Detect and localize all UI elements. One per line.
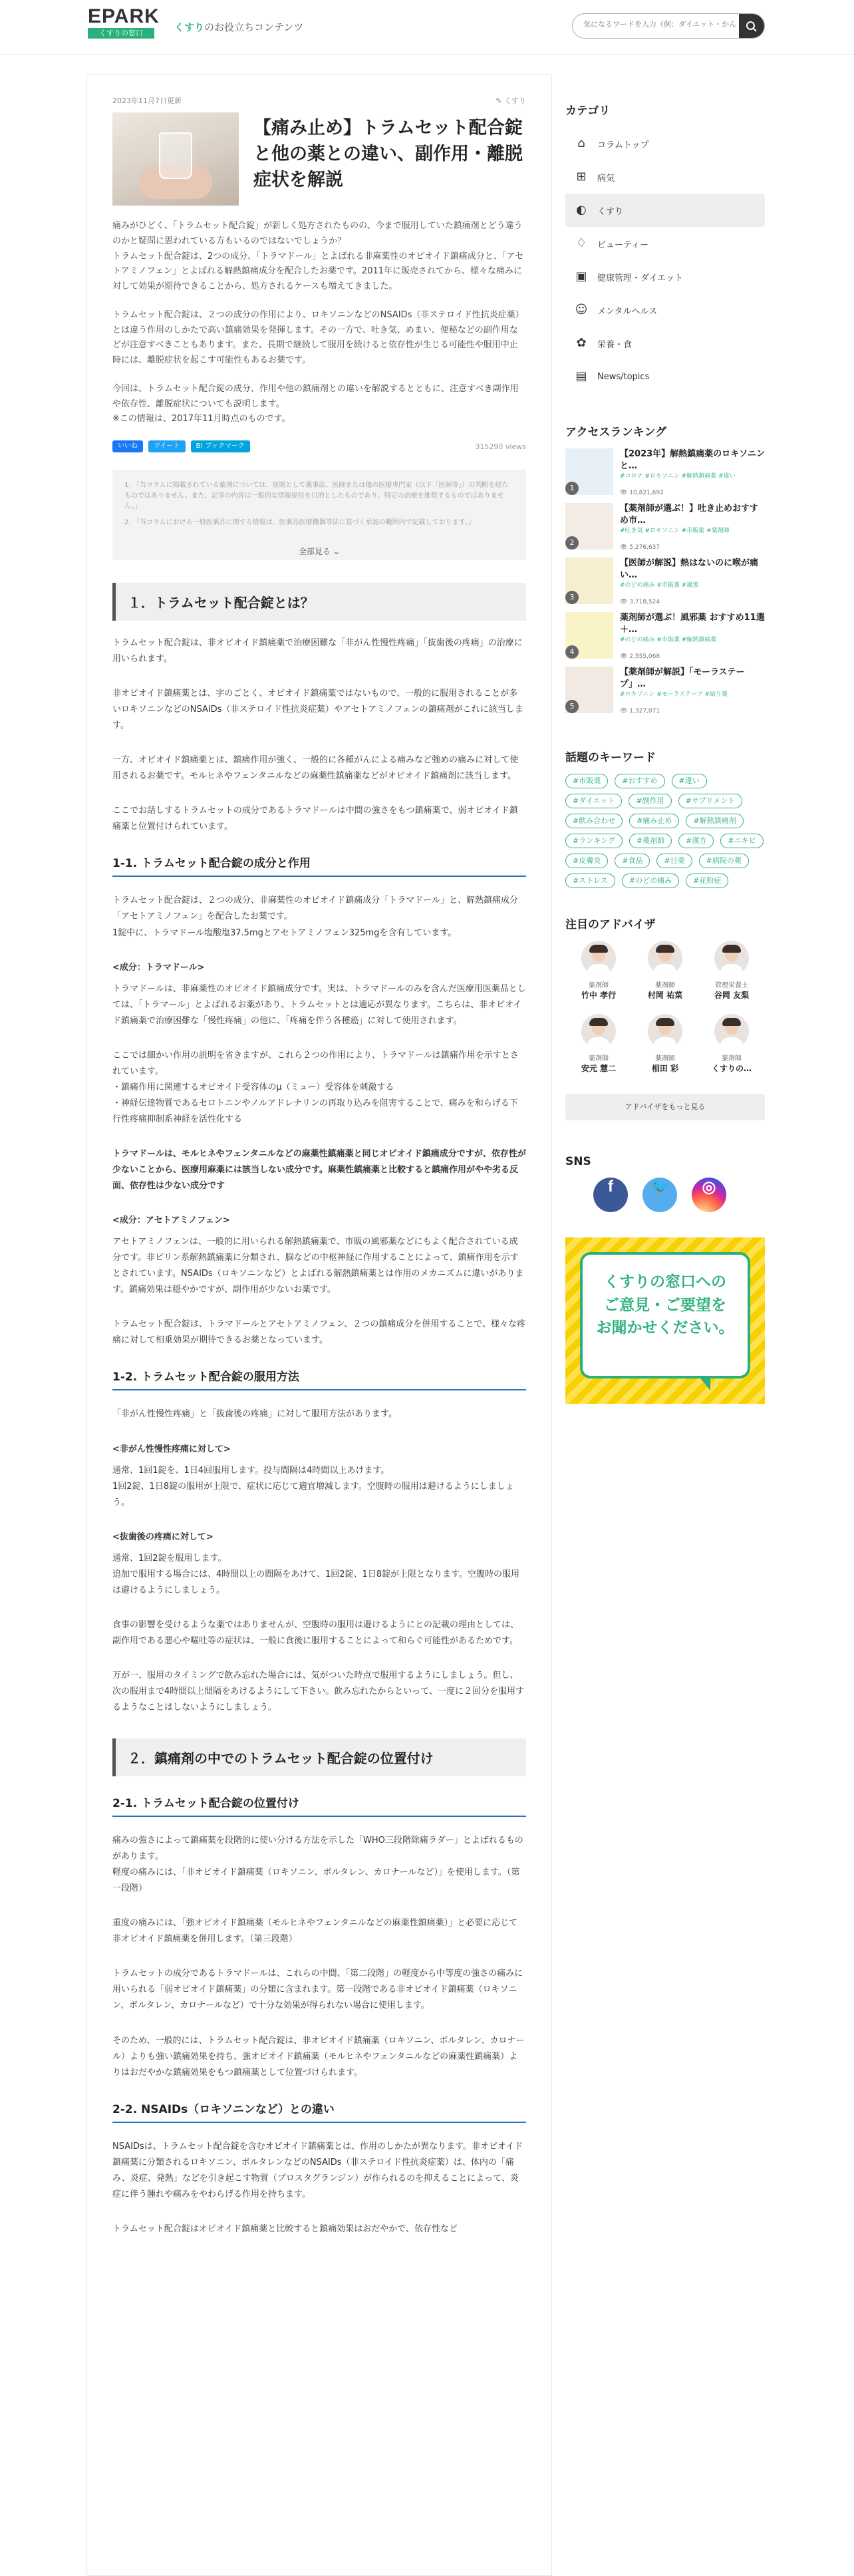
advisor-role: 薬剤師 bbox=[655, 982, 675, 989]
advisor-heading: 注目のアドバイザ bbox=[565, 918, 656, 931]
advisor-name: くすりの… bbox=[711, 1064, 752, 1073]
twitter-link[interactable] bbox=[642, 1178, 677, 1212]
advisor-role: 管理栄養士 bbox=[715, 982, 748, 989]
advisor-role: 薬剤師 bbox=[722, 1055, 742, 1062]
paragraph: そのため、一般的には、トラムセット配合錠は、非オピオイド鎮痛薬（ロキソニン、ボルタレン、カロナール）よりも強い鎮痛効果を持ち、強オピオイド鎮痛薬（モルヒネやフェンタニルなどの麻薬性鎮痛薬）よりはおだやかな鎮痛効果をもつ鎮痛薬として位置づけられます。 bbox=[112, 2035, 525, 2078]
paragraph: 万が一、服用のタイミングで飲み忘れた場合には、気がついた時点で服用するようにしましょう。但し、次の服用まで4時間以上間隔をあけるようにして下さい。飲み忘れたからといって、一度に２回分を服用するようなことはしないようにしましょう。 bbox=[112, 1670, 525, 1713]
paragraph: 痛みの強さによって鎮痛薬を段階的に使い分ける方法を示した「WHO三段階除痛ラダー」とよばれるものがあります。 軽度の痛みには、「非オピオイド鎮痛薬（ロキソニン、ボルタレン、カロナールなど）」を使用します。（第一段階） bbox=[112, 1836, 523, 1894]
paragraph-heading: <成分：アセトアミノフェン> bbox=[112, 1215, 230, 1226]
article-title: 【痛み止め】トラムセット配合錠と他の薬との違い、副作用・離脱症状を解説 bbox=[253, 118, 523, 191]
search-icon bbox=[746, 21, 758, 33]
ranking-title: 【2023年】解熱鎮痛薬のロキソニンと… bbox=[620, 449, 765, 472]
chevron-down-icon: ⌄ bbox=[333, 547, 340, 556]
ranking-title: 【医師が解説】熱はないのに喉が痛い… bbox=[620, 558, 759, 581]
paragraph: トラムセット配合錠は、非オピオイド鎮痛薬で治療困難な「非がん性慢性疼痛」「抜歯後の疼痛」の治療に用いられます。 bbox=[112, 638, 523, 665]
paragraph: 重度の痛みには、「強オピオイド鎮痛薬（モルヒネやフェンタニルなどの麻薬性鎮痛薬）」と必要に応じて非オピオイド鎮痛薬を併用します。（第三段階） bbox=[112, 1918, 518, 1945]
sidebar-item-beauty[interactable]: ♢ ビューティー bbox=[575, 236, 648, 250]
home-icon: ⌂ bbox=[577, 136, 585, 150]
keyword-heading: 話題のキーワード bbox=[565, 751, 656, 764]
keyword-tag[interactable]: #目薬 bbox=[656, 854, 692, 868]
paragraph-heading: <非がん性慢性疼痛に対して> bbox=[112, 1444, 231, 1454]
instagram-link[interactable] bbox=[692, 1178, 726, 1212]
ranking-heading: アクセスランキング bbox=[565, 426, 666, 439]
paragraph: 「非がん性慢性疼痛」と「抜歯後の疼痛」に対して服用方法があります。 bbox=[112, 1409, 397, 1420]
advisor-role: 薬剤師 bbox=[589, 1055, 609, 1062]
article-intro bbox=[112, 219, 526, 427]
category-label[interactable]: ✎ くすり bbox=[496, 96, 526, 105]
advisor-card[interactable] bbox=[565, 941, 632, 1014]
keyword-tag[interactable]: #市販薬 bbox=[565, 774, 608, 788]
logo-subtitle: くすりの窓口 bbox=[88, 28, 154, 39]
disclaimer-box bbox=[112, 470, 526, 560]
ranking-tags: #コロナ #ロキソニン #解熱鎮痛薬 #違い bbox=[620, 473, 736, 480]
pill-icon: ◐ bbox=[576, 203, 587, 217]
advisor-list bbox=[565, 941, 765, 1087]
search-input[interactable] bbox=[583, 20, 736, 29]
mental-icon: ☺ bbox=[575, 303, 588, 317]
ranking-thumbnail bbox=[565, 448, 613, 495]
paragraph: トラムセット配合錠はオピオイド鎮痛薬と比較すると鎮痛効果はおだやかで、依存性など bbox=[112, 2223, 458, 2234]
intro-paragraph: 痛みがひどく、「トラムセット配合錠」が新しく処方されたものの、今まで服用していた鎮痛剤とどう違うのかと疑問に思われている方もいるのではないでしょうか？ トラムセット配合錠は、2つの成分、「トラマドール」とよばれる非麻薬性のオピオイド鎮痛成分と、「アセトアミノフェン」とよばれる解熱鎮痛成分を配合したお薬です。2011年に販売されてから、様々な痛みに対して効果が期待できることから、処方されるケースも増えてきました。 bbox=[112, 221, 524, 291]
search-button[interactable] bbox=[739, 14, 764, 39]
ranking-list bbox=[565, 448, 765, 721]
disclaimer-text: 1. 「当コラムに掲載されている薬剤については、原則として薬事法、医師または他の医療専門家（以下「医師等」）の判断を経たものではありません。また、記事の内容は一般的な情報提供を目的としたものであり、特定の治療を推奨するものではありません。」 bbox=[124, 482, 509, 510]
keyword-tag[interactable]: #食品 bbox=[615, 854, 650, 868]
keyword-tag[interactable]: #飲み合わせ bbox=[565, 814, 623, 828]
site-name-green: くすり bbox=[174, 21, 205, 33]
hospital-icon: ⊞ bbox=[576, 170, 587, 184]
sidebar bbox=[565, 101, 765, 1404]
paragraph-heading: <成分：トラマドール> bbox=[112, 962, 205, 973]
keyword-tag[interactable]: #ニキビ bbox=[720, 834, 763, 848]
intro-paragraph: トラムセット配合錠は、２つの成分の作用により、ロキソニンなどのNSAIDs（非ステロイド性抗炎症薬）とは違う作用のしかたで高い鎮痛効果を発揮します。その一方で、吐き気、めまい、便秘などの副作用などが注意すべきこともあります。また、長期で継続して服用を続けると依存性が生じる可能性や服用中止時には、離脱症状を起こす可能性もあるお薬です。 bbox=[112, 309, 524, 365]
keyword-tag[interactable]: #病院の薬 bbox=[699, 854, 749, 868]
disclaimer-text: 2. 「当コラムにおける一般医薬品に関する情報は、医薬品医療機器等法に基づく承認の範囲内で記載しております。」 bbox=[124, 519, 475, 526]
paragraph: 非オピオイド鎮痛薬とは、字のごとく、オピオイド鎮痛薬ではないもので、一般的に服用されることが多いロキソニンなどのNSAIDs（非ステロイド性抗炎症薬）やアセトアミノフェンの鎮痛剤がこれに該当します。 bbox=[112, 689, 523, 731]
advisor-name: 竹中 孝行 bbox=[581, 991, 617, 1000]
advisor-name: 村岡 祐菜 bbox=[647, 991, 683, 1000]
tweet-button[interactable]: ツイート bbox=[148, 440, 186, 452]
rank-number: 2 bbox=[565, 536, 579, 550]
advisor-card[interactable] bbox=[632, 1014, 698, 1087]
paragraph: トラマドールは、モルヒネやフェンタニルなどの麻薬性鎮痛薬と同じオピオイド鎮痛成分ですが、依存性が少ないことから、医療用麻薬には該当しない成分です。麻薬性鎮痛薬と比較すると鎮痛作用がやや劣る反面、依存性は少ない成分です bbox=[112, 1148, 526, 1192]
subsection-heading: 1-2. トラムセット配合錠の服用方法 bbox=[112, 1367, 526, 1390]
search-box bbox=[572, 13, 765, 39]
view-count: 315290 views bbox=[475, 442, 526, 451]
feedback-banner-box bbox=[580, 1252, 750, 1378]
rank-number: 5 bbox=[565, 700, 579, 713]
sidebar-item-disease[interactable]: ⊞ 病気 bbox=[565, 160, 765, 194]
ranking-views: 👁 2,555,068 bbox=[620, 653, 660, 660]
sidebar-item-health-diet[interactable]: ▣ 健康管理・ダイエット bbox=[575, 269, 683, 283]
advisor-name: 谷岡 友梨 bbox=[714, 991, 750, 1000]
subsection-heading: 2-2. NSAIDs（ロキソニンなど）との違い bbox=[112, 2100, 526, 2123]
keyword-tag[interactable]: #ストレス bbox=[565, 874, 615, 888]
intro-paragraph: 今回は、トラムセット配合錠の成分、作用や他の鎮痛剤との違いを解説するとともに、注意すべき副作用や依存性、離脱症状についても説明します。 ※この情報は、2017年11月時点のものです。 bbox=[112, 383, 519, 424]
category-list bbox=[565, 127, 765, 393]
paragraph: NSAIDsは、トラムセット配合錠を含むオピオイド鎮痛薬とは、作用のしかたが異なります。非オピオイド鎮痛薬に分類されるロキソニン、ボルタレンなどのNSAIDs（非ステロイド性抗炎症薬）は、体内の「痛み、炎症、発熱」などを引き起こす物質（プロスタグランジン）が作られるのを抑えることによって、炎症に伴う腫れや痛みをやわらげる作用を持ちます。 bbox=[112, 2141, 523, 2199]
tag-icon: ✎ bbox=[496, 96, 504, 105]
hatena-bookmark-button[interactable]: B! ブックマーク bbox=[191, 440, 250, 452]
food-icon: ✿ bbox=[576, 336, 587, 350]
rank-number: 4 bbox=[565, 645, 579, 659]
keyword-tag[interactable]: #解熱鎮痛剤 bbox=[686, 814, 743, 828]
scale-icon: ▣ bbox=[575, 269, 587, 283]
beauty-icon: ♢ bbox=[575, 236, 587, 250]
site-name[interactable] bbox=[174, 20, 303, 34]
advisor-card[interactable] bbox=[632, 941, 698, 1014]
ranking-item[interactable] bbox=[565, 667, 765, 721]
keyword-tag[interactable]: #漢方 bbox=[678, 834, 714, 848]
section-heading: １．トラムセット配合錠とは？ bbox=[112, 583, 526, 621]
twitter-icon: 🐦 bbox=[650, 1178, 670, 1196]
ranking-item[interactable] bbox=[565, 448, 765, 503]
advisor-card[interactable] bbox=[565, 1014, 632, 1087]
speech-bubble-tail bbox=[698, 1376, 710, 1390]
advisor-name: 相田 彩 bbox=[651, 1064, 679, 1073]
ranking-tags: #ロキソニン #モーラステープ #貼り薬 bbox=[620, 691, 728, 698]
advisor-card[interactable] bbox=[698, 1014, 765, 1087]
news-icon: ▤ bbox=[575, 369, 587, 383]
paragraph-heading: <抜歯後の疼痛に対して> bbox=[112, 1531, 214, 1542]
article-main bbox=[86, 75, 552, 2576]
advisor-role: 薬剤師 bbox=[589, 982, 609, 989]
keyword-tag[interactable]: #サプリメント bbox=[678, 794, 743, 808]
rank-number: 1 bbox=[565, 482, 579, 495]
ranking-views: 👁 3,718,524 bbox=[620, 599, 660, 605]
feedback-banner[interactable] bbox=[565, 1237, 765, 1404]
sidebar-item-nutrition[interactable]: ✿ 栄養・食 bbox=[565, 327, 765, 360]
advisor-more-button[interactable]: アドバイザをもっと見る bbox=[565, 1094, 765, 1120]
ranking-views: 👁 1,327,071 bbox=[620, 708, 660, 715]
advisor-role: 薬剤師 bbox=[655, 1055, 675, 1062]
paragraph: アセトアミノフェンは、一般的に用いられる解熱鎮痛薬で、市販の風邪薬などにもよく配合されている成分です。非ピリン系解熱鎮痛薬に分類され、脳などの中枢神経に作用することによって、鎮痛作用を示すとされています。NSAIDs（ロキソニンなど）とよばれる解熱鎮痛薬とは作用のメカニズムに違いがあります。鎮痛効果は穏やかですが、副作用が少ないお薬です。 bbox=[112, 1237, 524, 1295]
paragraph: 通常、1回1錠を、1日4回服用します。投与間隔は4時間以上あけます。 1回2錠、1日8錠の服用が上限で、症状に応じて適宜増減します。空腹時の服用は避けるようにしましょう。 bbox=[112, 1465, 514, 1508]
keyword-tag[interactable]: #のどの痛み bbox=[622, 874, 679, 888]
keyword-tag[interactable]: #おすすめ bbox=[615, 774, 664, 788]
keyword-list bbox=[565, 774, 765, 888]
subsection-heading: 1-1. トラムセット配合錠の成分と作用 bbox=[112, 854, 526, 877]
instagram-icon: ◎ bbox=[702, 1178, 716, 1196]
keyword-tag[interactable]: #ランキング bbox=[565, 834, 623, 848]
rank-number: 3 bbox=[565, 591, 579, 604]
sidebar-item-mental-health[interactable]: ☺ メンタルヘルス bbox=[575, 303, 658, 317]
sns-links bbox=[565, 1178, 765, 1212]
paragraph: 通常、1回2錠を服用します。 追加で服用する場合には、4時間以上の間隔をあけて、1回2錠、1日8錠が上限となります。空腹時の服用は避けるようにしましょう。 bbox=[112, 1553, 520, 1595]
facebook-link[interactable] bbox=[593, 1178, 628, 1212]
ranking-thumbnail bbox=[565, 612, 613, 659]
ranking-thumbnail bbox=[565, 667, 613, 713]
ranking-thumbnail bbox=[565, 558, 613, 604]
sidebar-item-column-top[interactable]: ⌂ コラムトップ bbox=[565, 127, 765, 160]
paragraph: ここでは細かい作用の説明を省きますが、これら２つの作用により、トラマドールは鎮痛作用を示すとされています。 ・鎮痛作用に関連するオピオイド受容体のμ（ミュー）受容体を刺激する ・神経伝達物質であるセロトニンやノルアドレナリンの再取り込みを阻害することで、痛みを和らげる下行性疼痛抑制系神経を活性化する bbox=[112, 1050, 519, 1124]
keyword-tag[interactable]: #違い bbox=[672, 774, 707, 788]
ranking-views: 👁 5,276,637 bbox=[620, 544, 660, 551]
ranking-tags: #のどの痛み #市販薬 #風邪 bbox=[620, 582, 699, 589]
paragraph: トラムセット配合錠は、２つの成分、非麻薬性のオピオイド鎮痛成分「トラマドール」と、解熱鎮痛成分「アセトアミノフェン」を配合したお薬です。 1錠中に、トラマドール塩酸塩37.5mgとアセトアミノフェン325mgを含有しています。 bbox=[112, 895, 518, 938]
article-body bbox=[112, 583, 526, 2237]
facebook-like-button[interactable]: いいね bbox=[112, 440, 143, 452]
keyword-tag[interactable]: #薬剤師 bbox=[629, 834, 672, 848]
hero-image bbox=[112, 112, 239, 206]
ranking-item[interactable] bbox=[565, 612, 765, 667]
keyword-tag[interactable]: #副作用 bbox=[629, 794, 671, 808]
ranking-item[interactable] bbox=[565, 503, 765, 558]
updated-date: 2023年11月7日更新 bbox=[112, 96, 182, 105]
advisor-name: 安元 慧二 bbox=[581, 1064, 617, 1073]
show-all-button[interactable]: 全部見る ⌄ bbox=[112, 534, 526, 560]
avatar bbox=[714, 1014, 749, 1048]
keyword-tag[interactable]: #花粉症 bbox=[686, 874, 728, 888]
site-name-rest: のお役立ちコンテンツ bbox=[204, 21, 304, 33]
ranking-title: 薬剤師が選ぶ！風邪薬 おすすめ11選＋… bbox=[620, 613, 765, 635]
ranking-tags: #のどの痛み #市販薬 #解熱鎮痛薬 bbox=[620, 637, 717, 643]
ranking-title: 【薬剤師が選ぶ！】吐き止めおすすめ市… bbox=[620, 504, 759, 526]
avatar bbox=[648, 1014, 682, 1048]
banner-line: お聞かせください。 bbox=[596, 1319, 734, 1337]
ranking-title: 【薬剤師が解説】「モーラステープ」… bbox=[620, 667, 745, 690]
sidebar-item-news[interactable]: ▤ News/topics bbox=[575, 369, 650, 383]
paragraph: 食事の影響を受けるような薬ではありませんが、空腹時の服用は避けるようにとの記載の理由としては、副作用である悪心や嘔吐等の症状は、一般に食後に服用することによって和らぐ可能性があるためです。 bbox=[112, 1619, 519, 1646]
ranking-item[interactable] bbox=[565, 558, 765, 612]
category-heading: カテゴリ bbox=[565, 104, 611, 118]
ranking-views: 👁 10,821,692 bbox=[620, 490, 664, 496]
subsection-heading: 2-1. トラムセット配合錠の位置付け bbox=[112, 1794, 526, 1817]
banner-line: くすりの窓口への bbox=[604, 1273, 726, 1291]
paragraph: トラマドールは、非麻薬性のオピオイド鎮痛成分です。実は、トラマドールのみを含んだ医療用医薬品としては、「トラマール」とよばれるお薬があり、トラムセットとは適応が異なります。こちらは、非オピオイド鎮痛薬で治療困難な「慢性疼痛」の他に、「疼痛を伴う各種癌」に対して使用されます。 bbox=[112, 983, 526, 1026]
banner-line: ご意見・ご要望を bbox=[604, 1296, 726, 1314]
advisor-card[interactable] bbox=[698, 941, 765, 1014]
avatar bbox=[581, 941, 616, 975]
sns-heading: SNS bbox=[565, 1155, 591, 1168]
avatar bbox=[714, 941, 749, 975]
logo-text: EPARK bbox=[88, 5, 160, 27]
paragraph: トラムセット配合錠は、トラマドールとアセトアミノフェン、２つの鎮痛成分を併用することで、様々な疼痛に対して相乗効果が期待できるお薬となっています。 bbox=[112, 1319, 526, 1346]
ranking-tags: #吐き気 #ロキソニン #市販薬 #薬剤師 bbox=[620, 528, 730, 534]
keyword-tag[interactable]: #皮膚炎 bbox=[565, 854, 608, 868]
avatar bbox=[648, 941, 682, 975]
paragraph: 一方、オピオイド鎮痛薬とは、鎮痛作用が強く、一般的に各種がんによる痛みなど強めの痛みに対して使用されるお薬です。モルヒネやフェンタニルなどの麻薬性鎮痛薬などがオピオイド鎮痛剤に該当します。 bbox=[112, 755, 519, 782]
epark-logo[interactable] bbox=[88, 5, 160, 37]
keyword-tag[interactable]: #痛み止め bbox=[629, 814, 679, 828]
keyword-tag[interactable]: #ダイエット bbox=[565, 794, 622, 808]
paragraph: ここでお話しするトラムセットの成分であるトラマドールは中間の強さをもつ鎮痛薬で、弱オピオイド鎮痛薬と位置付けられています。 bbox=[112, 806, 518, 832]
ranking-thumbnail bbox=[565, 503, 613, 550]
avatar bbox=[581, 1014, 616, 1048]
facebook-icon: f bbox=[608, 1178, 613, 1196]
site-header bbox=[0, 0, 854, 55]
sidebar-item-medicine[interactable]: ◐ くすり bbox=[565, 194, 765, 227]
section-heading: ２．鎮痛剤の中でのトラムセット配合錠の位置付け bbox=[112, 1738, 526, 1776]
paragraph: トラムセットの成分であるトラマドールは、これらの中間、「第二段階」の軽度から中等度の強さの痛みに用いられる「弱オピオイド鎮痛薬」の分類に含まれます。第一段階である非オピオイド鎮痛薬（ロキソニン、ボルタレン、カロナールなど）で十分な効果が得られない場合に使用します。 bbox=[112, 1969, 523, 2011]
